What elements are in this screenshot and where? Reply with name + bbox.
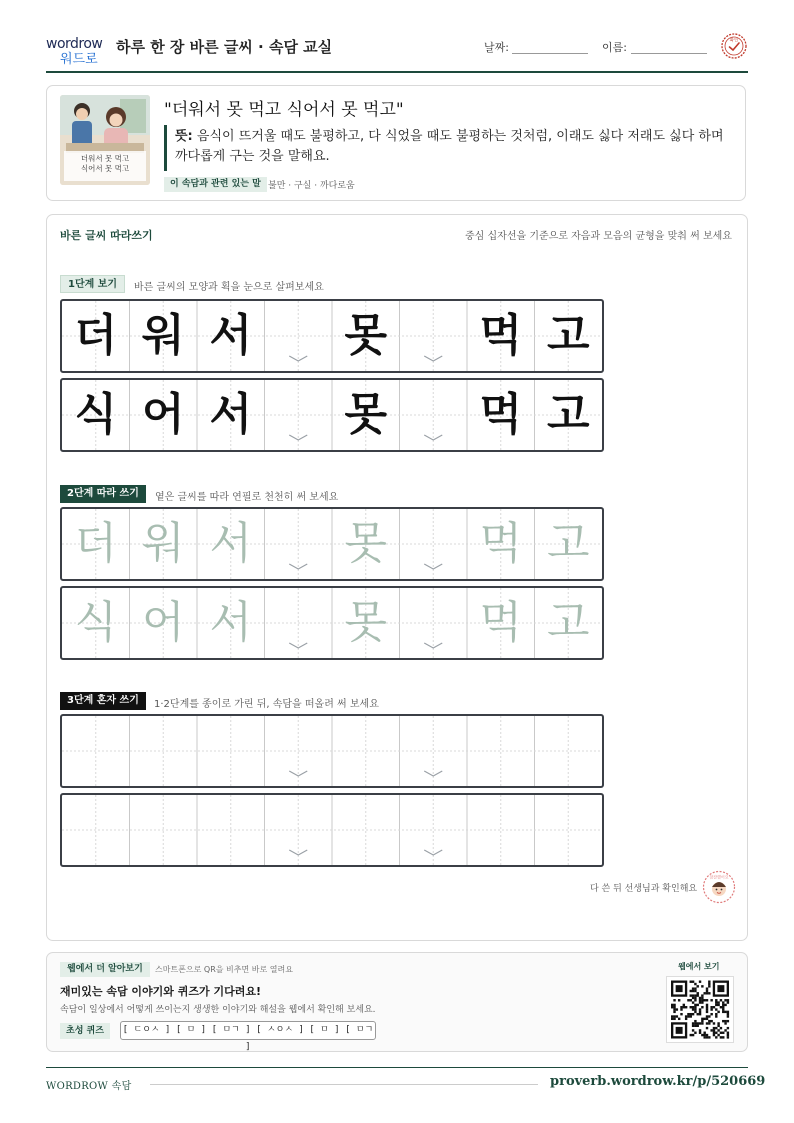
meaning-text: 음식이 뜨거울 때도 불평하고, 다 식었을 때도 불평하는 것처럼, 이래도 싫다 저래도 싫다 하며 까다롭게 구는 것을 말해요. xyxy=(175,129,724,164)
web-badge: 웹에서 더 알아보기 xyxy=(60,962,150,977)
step3-desc: 1·2단계를 종이로 가린 뒤, 속담을 떠올려 써 보세요 xyxy=(154,699,379,710)
practice-title: 바른 글씨 따라쓰기 xyxy=(60,229,153,242)
logo-text-top: wordrow xyxy=(46,36,103,52)
quiz-label: 초성 퀴즈 xyxy=(60,1023,110,1039)
proverb-meaning xyxy=(175,127,735,167)
writing-cell-char: 고 xyxy=(546,597,590,648)
good-job-stamp-icon xyxy=(702,870,736,904)
step2-desc: 옅은 글씨를 따라 연필로 천천히 써 보세요 xyxy=(155,492,339,503)
chosung-quiz: [ ㄷㅇㅅ ] [ ㅁ ] [ ㅁㄱ ] [ ㅅㅇㅅ ] [ ㅁ ] [ ㅁㄱ ] xyxy=(120,1021,376,1040)
writing-cell-char: 더 xyxy=(74,518,117,569)
footer-line xyxy=(150,1084,538,1085)
step1-badge: 1단계 보기 xyxy=(60,275,125,293)
step1-desc: 바른 글씨의 모양과 획을 눈으로 살펴보세요 xyxy=(134,282,324,293)
check-stamp-icon xyxy=(721,33,747,59)
writing-cell-char: 식 xyxy=(74,389,117,440)
date-label: 날짜: xyxy=(484,41,509,54)
step3-row-2[interactable] xyxy=(60,793,604,867)
teacher-note: 다 쓴 뒤 선생님과 확인해요 xyxy=(590,884,698,894)
web-sub: 스마트폰으로 QR을 비추면 바로 열려요 xyxy=(155,965,293,974)
writing-cell-char: 더 xyxy=(74,310,117,361)
wordrow-logo xyxy=(46,34,108,67)
name-field xyxy=(631,53,707,54)
step1-row-2 xyxy=(60,378,604,452)
step3-row-1[interactable] xyxy=(60,714,604,788)
writing-cell-char: 어 xyxy=(141,389,185,440)
writing-cell-char: 서 xyxy=(209,597,252,648)
name-label: 이름: xyxy=(602,41,627,54)
footer-brand: WORDROW 속담 xyxy=(46,1081,132,1092)
proverb-title: "더워서 못 먹고 식어서 못 먹고" xyxy=(164,100,404,120)
page-title: 하루 한 장 바른 글씨 · 속담 교실 xyxy=(116,38,333,56)
writing-cell-char: 서 xyxy=(209,389,252,440)
writing-cell-char: 못 xyxy=(344,389,387,440)
logo-text-bottom: 워드로 xyxy=(60,52,98,67)
writing-cell-char: 먹 xyxy=(479,310,522,361)
writing-cell-char: 서 xyxy=(209,310,252,361)
thumbnail-caption-2: 식어서 못 먹고 xyxy=(80,164,130,173)
proverb-illustration xyxy=(60,95,150,185)
thumbnail-caption-1: 더워서 못 먹고 xyxy=(80,154,130,163)
writing-cell-char: 먹 xyxy=(479,518,522,569)
qr-label: 웹에서 보기 xyxy=(678,962,720,971)
header-divider xyxy=(46,71,748,73)
writing-cell-char: 워 xyxy=(141,518,185,569)
footer-divider xyxy=(46,1067,748,1068)
step2-row-1[interactable] xyxy=(60,507,604,581)
writing-cell-char: 먹 xyxy=(479,389,522,440)
footer-url[interactable]: proverb.wordrow.kr/p/520669 xyxy=(550,1074,766,1089)
step2-badge: 2단계 따라 쓰기 xyxy=(60,485,146,503)
writing-cell-char: 워 xyxy=(141,310,185,361)
step2-row-2[interactable] xyxy=(60,586,604,660)
writing-cell-char: 고 xyxy=(546,310,590,361)
practice-note: 중심 십자선을 기준으로 자음과 모음의 균형을 맞춰 써 보세요 xyxy=(465,231,732,242)
step1-row-1 xyxy=(60,299,604,373)
writing-cell-char: 못 xyxy=(344,597,387,648)
related-words: 불만 · 구실 · 까다로움 xyxy=(268,181,355,191)
writing-cell-char: 고 xyxy=(546,389,590,440)
web-headline: 재미있는 속담 이야기와 퀴즈가 기다려요! xyxy=(60,985,261,998)
writing-cell-char: 고 xyxy=(546,518,590,569)
writing-cell-char: 못 xyxy=(344,310,387,361)
writing-cell-char: 서 xyxy=(209,518,252,569)
writing-cell-char: 못 xyxy=(344,518,387,569)
step3-badge: 3단계 혼자 쓰기 xyxy=(60,692,146,710)
stamp-text: 확인 xyxy=(729,38,739,44)
web-desc: 속담이 일상에서 어떻게 쓰이는지 생생한 이야기와 해설을 웹에서 확인해 보세요. xyxy=(60,1005,376,1015)
meaning-accent-bar xyxy=(164,125,167,171)
date-field xyxy=(512,53,588,54)
writing-cell-char: 먹 xyxy=(479,597,522,648)
qr-code-icon[interactable] xyxy=(666,976,734,1043)
meaning-label: 뜻: xyxy=(175,129,193,144)
writing-cell-char: 어 xyxy=(141,597,185,648)
writing-cell-char: 식 xyxy=(74,597,117,648)
related-label-badge: 이 속담과 관련 있는 말 xyxy=(164,177,267,192)
teacher-stamp-text: 참잘했어요 xyxy=(709,874,729,880)
